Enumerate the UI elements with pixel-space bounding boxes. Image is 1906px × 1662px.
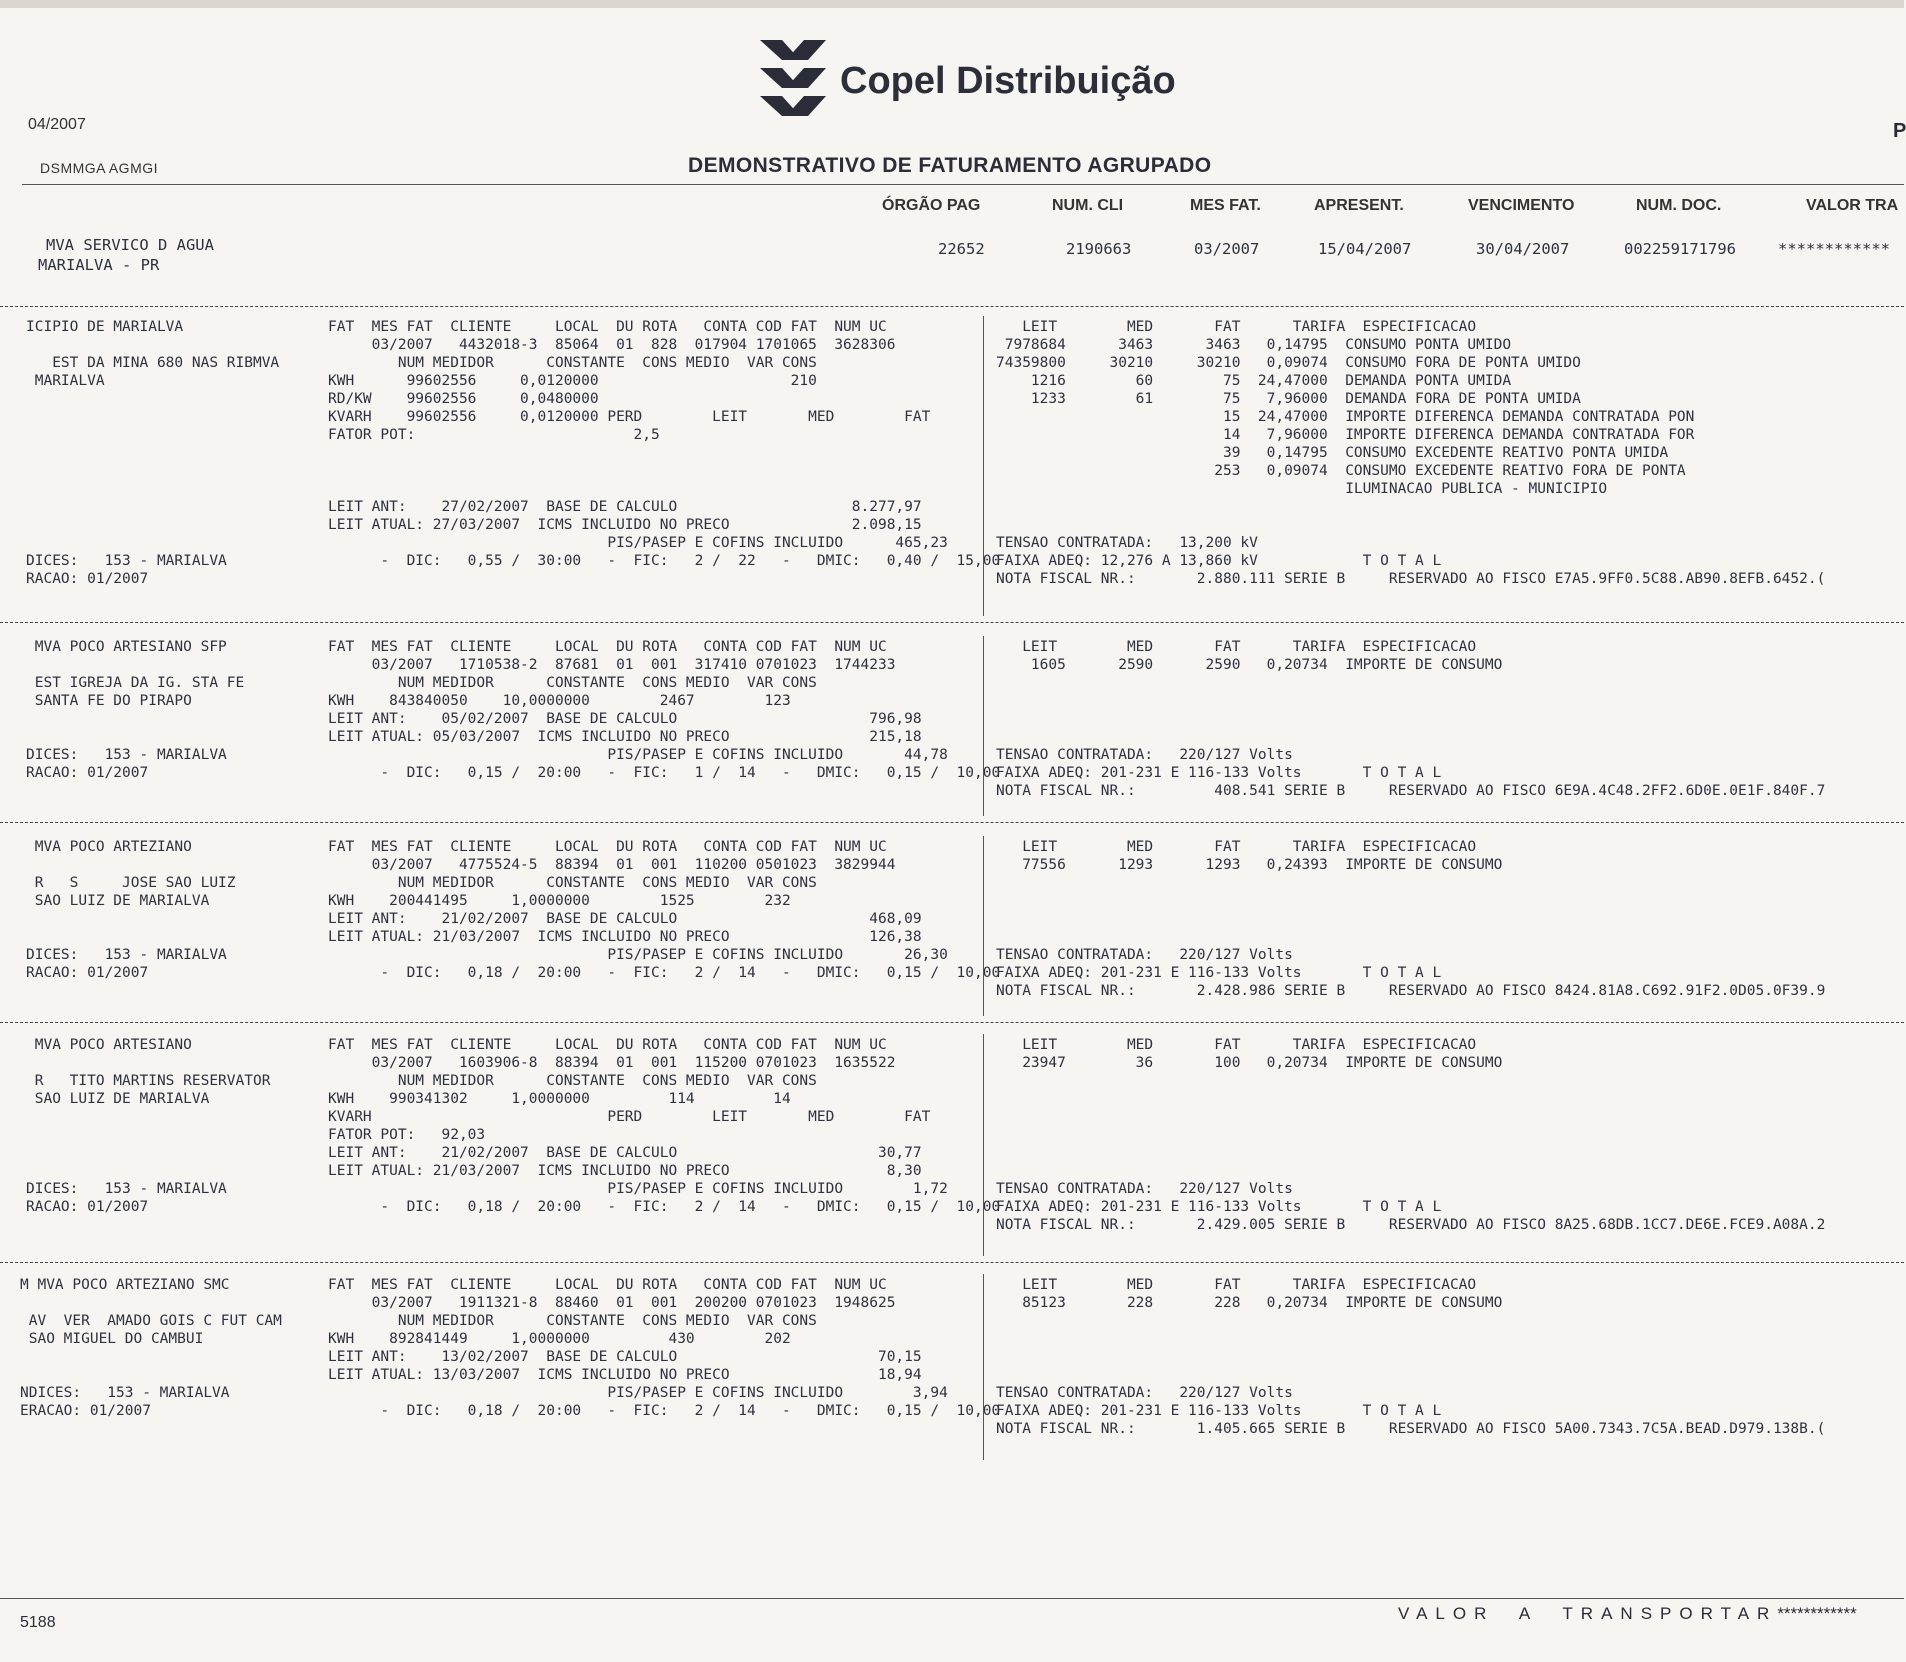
block-5-customer: M MVA POCO ARTEZIANO SMC AV VER AMADO GOIS C FUT CAM SAO MIGUEL DO CAMBUI NDICES: 153 - MARIALVA ERACAO: 01/2007	[20, 1277, 282, 1419]
summary-num-cli: 2190663	[1066, 240, 1132, 258]
block-3-meter-data: FAT MES FAT CLIENTE LOCAL DU ROTA CONTA COD FAT NUM UC 03/2007 4775524-5 88394 01 001 110200 0501023 3829944 NUM MEDIDOR CONSTANTE CONS MEDIO VAR CONS KWH 200441495 1,0000000 1525 232 LEIT ANT: 21/02/2007 BASE DE CALCULO 468,09 LEIT ATUAL: 21/03/2007 ICMS INCLUIDO NO PRECO 126,38 PIS/PASEP E COFINS INCLUIDO 26,30 - DIC: 0,18 / 20:00 - FIC: 2 / 14 - DMIC: 0,15 / 10,00	[328, 839, 1001, 981]
footer-rule	[0, 1598, 1904, 1599]
summary-orgao-pag: 22652	[938, 240, 985, 258]
col-num-doc: NUM. DOC.	[1636, 197, 1722, 214]
summary-name: MVA SERVICO D AGUA	[46, 236, 214, 254]
block-4-meter-data: FAT MES FAT CLIENTE LOCAL DU ROTA CONTA COD FAT NUM UC 03/2007 1603906-8 88394 01 001 115200 0701023 1635522 NUM MEDIDOR CONSTANTE CONS MEDIO VAR CONS KWH 990341302 1,0000000 114 14 KVARH PERD LEIT MED FAT FATOR POT: 92,03 LEIT ANT: 21/02/2007 BASE DE CALCULO 30,77 LEIT ATUAL: 21/03/2007 ICMS INCLUIDO NO PRECO 8,30 PIS/PASEP E COFINS INCLUIDO 1,72 - DIC: 0,18 / 20:00 - FIC: 2 / 14 - DMIC: 0,15 / 10,00	[328, 1037, 1001, 1215]
block-2-customer: MVA POCO ARTESIANO SFP EST IGREJA DA IG. STA FE SANTA FE DO PIRAPO DICES: 153 - MARIALVA RACAO: 01/2007	[26, 639, 245, 781]
col-num-cli: NUM. CLI	[1052, 197, 1124, 214]
block-5-divider	[983, 1274, 984, 1460]
block-2-billing: LEIT MED FAT TARIFA ESPECIFICACAO 1605 2590 2590 0,20734 IMPORTE DE CONSUMO TENSAO CONTRATADA: 220/127 Volts FAIXA ADEQ: 201-231 E 116-133 Volts T O T A L NOTA FISCAL NR.: 408.541 SERIE B RESERVADO AO FISCO 6E9A.4C48.2FF2.6D0E.0E1F.840F.7	[996, 639, 1826, 799]
block-3-divider	[983, 836, 984, 1016]
block-1-customer: ICIPIO DE MARIALVA EST DA MINA 680 NAS RIBMVA MARIALVA DICES: 153 - MARIALVA RACAO: 01/2007	[26, 319, 280, 587]
header-rule	[22, 184, 1904, 185]
block-1-billing: LEIT MED FAT TARIFA ESPECIFICACAO 7978684 3463 3463 0,14795 CONSUMO PONTA UMIDO 74359800 30210 30210 0,09074 CONSUMO FORA DE PONTA UMIDO 1216 60 75 24,47000 DEMANDA PONTA UMIDA 1233 61 75 7,96000 DEMANDA FORA DE PONTA UMIDA 15 24,47000 IMPORTE DIFERENCA DEMANDA CONTRATADA PON 14 7,96000 IMPORTE DIFERENCA DEMANDA CONTRATADA FOR 39 0,14795 CONSUMO EXCEDENTE REATIVO PONTA UMIDA 253 0,09074 CONSUMO EXCEDENTE REATIVO FORA DE PONTA ILUMINACAO PUBLICA - MUNICIPIO TENSAO CONTRATADA: 13,200 kV FAIXA ADEQ: 12,276 A 13,860 kV T O T A L NOTA FISCAL NR.: 2.880.111 SERIE B RESERVADO AO FISCO E7A5.9FF0.5C88.AB90.8EFB.6452.(	[996, 319, 1826, 587]
summary-city: MARIALVA - PR	[38, 256, 160, 274]
brand-name: Copel Distribuição	[840, 60, 1176, 102]
block-separator	[0, 1022, 1904, 1023]
reference-date: 04/2007	[28, 116, 86, 133]
sub-codes: DSMMGA AGMGI	[40, 160, 159, 176]
summary-num-doc: 002259171796	[1624, 240, 1736, 258]
document-title: DEMONSTRATIVO DE FATURAMENTO AGRUPADO	[688, 154, 1212, 177]
col-vencimento: VENCIMENTO	[1468, 197, 1575, 214]
col-valor: VALOR TRA	[1806, 197, 1899, 214]
copel-logo-icon	[756, 38, 844, 120]
transport-label: VALOR A TRANSPORTAR	[1398, 1604, 1778, 1623]
block-1-meter-data: FAT MES FAT CLIENTE LOCAL DU ROTA CONTA COD FAT NUM UC 03/2007 4432018-3 85064 01 828 017904 1701065 3628306 NUM MEDIDOR CONSTANTE CONS MEDIO VAR CONS KWH 99602556 0,0120000 210 RD/KW 99602556 0,0480000 KVARH 99602556 0,0120000 PERD LEIT MED FAT FATOR POT: 2,5 LEIT ANT: 27/02/2007 BASE DE CALCULO 8.277,97 LEIT ATUAL: 27/03/2007 ICMS INCLUIDO NO PRECO 2.098,15 PIS/PASEP E COFINS INCLUIDO 465,23 - DIC: 0,55 / 30:00 - FIC: 2 / 22 - DMIC: 0,40 / 15,00	[328, 319, 1001, 569]
summary-vencimento: 30/04/2007	[1476, 240, 1570, 258]
summary-mes-fat: 03/2007	[1194, 240, 1260, 258]
col-mes-fat: MES FAT.	[1190, 197, 1261, 214]
block-separator	[0, 1262, 1904, 1263]
transport-total	[1398, 1604, 1857, 1624]
block-separator	[0, 822, 1904, 823]
scan-edge	[0, 0, 1904, 8]
col-orgao-pag: ÓRGÃO PAG	[882, 197, 981, 214]
page-letter: P	[1893, 120, 1906, 142]
block-5-billing: LEIT MED FAT TARIFA ESPECIFICACAO 85123 228 228 0,20734 IMPORTE DE CONSUMO TENSAO CONTRATADA: 220/127 Volts FAIXA ADEQ: 201-231 E 116-133 Volts T O T A L NOTA FISCAL NR.: 1.405.665 SERIE B RESERVADO AO FISCO 5A00.7343.7C5A.BEAD.D979.138B.(	[996, 1277, 1826, 1437]
block-separator	[0, 622, 1904, 623]
col-apresent: APRESENT.	[1314, 197, 1404, 214]
block-3-customer: MVA POCO ARTEZIANO R S JOSE SAO LUIZ SAO LUIZ DE MARIALVA DICES: 153 - MARIALVA RACAO: 01/2007	[26, 839, 236, 981]
summary-apresent: 15/04/2007	[1318, 240, 1412, 258]
block-2-meter-data: FAT MES FAT CLIENTE LOCAL DU ROTA CONTA COD FAT NUM UC 03/2007 1710538-2 87681 01 001 317410 0701023 1744233 NUM MEDIDOR CONSTANTE CONS MEDIO VAR CONS KWH 843840050 10,0000000 2467 123 LEIT ANT: 05/02/2007 BASE DE CALCULO 796,98 LEIT ATUAL: 05/03/2007 ICMS INCLUIDO NO PRECO 215,18 PIS/PASEP E COFINS INCLUIDO 44,78 - DIC: 0,15 / 20:00 - FIC: 1 / 14 - DMIC: 0,15 / 10,00	[328, 639, 1001, 781]
page-number: 5188	[20, 1614, 56, 1631]
block-4-billing: LEIT MED FAT TARIFA ESPECIFICACAO 23947 36 100 0,20734 IMPORTE DE CONSUMO TENSAO CONTRATADA: 220/127 Volts FAIXA ADEQ: 201-231 E 116-133 Volts T O T A L NOTA FISCAL NR.: 2.429.005 SERIE B RESERVADO AO FISCO 8A25.68DB.1CC7.DE6E.FCE9.A08A.2	[996, 1037, 1826, 1233]
block-5-meter-data: FAT MES FAT CLIENTE LOCAL DU ROTA CONTA COD FAT NUM UC 03/2007 1911321-8 88460 01 001 200200 0701023 1948625 NUM MEDIDOR CONSTANTE CONS MEDIO VAR CONS KWH 892841449 1,0000000 430 202 LEIT ANT: 13/02/2007 BASE DE CALCULO 70,15 LEIT ATUAL: 13/03/2007 ICMS INCLUIDO NO PRECO 18,94 PIS/PASEP E COFINS INCLUIDO 3,94 - DIC: 0,18 / 20:00 - FIC: 2 / 14 - DMIC: 0,15 / 10,00	[328, 1277, 1001, 1419]
transport-value: ************	[1777, 1604, 1857, 1623]
summary-valor: ************	[1778, 240, 1890, 258]
block-1-divider	[983, 316, 984, 616]
block-3-billing: LEIT MED FAT TARIFA ESPECIFICACAO 77556 1293 1293 0,24393 IMPORTE DE CONSUMO TENSAO CONTRATADA: 220/127 Volts FAIXA ADEQ: 201-231 E 116-133 Volts T O T A L NOTA FISCAL NR.: 2.428.986 SERIE B RESERVADO AO FISCO 8424.81A8.C692.91F2.0D05.0F39.9	[996, 839, 1826, 999]
block-2-divider	[983, 636, 984, 816]
block-4-divider	[983, 1034, 984, 1256]
block-4-customer: MVA POCO ARTESIANO R TITO MARTINS RESERVATOR SAO LUIZ DE MARIALVA DICES: 153 - MARIALVA RACAO: 01/2007	[26, 1037, 271, 1215]
block-separator	[0, 306, 1904, 307]
